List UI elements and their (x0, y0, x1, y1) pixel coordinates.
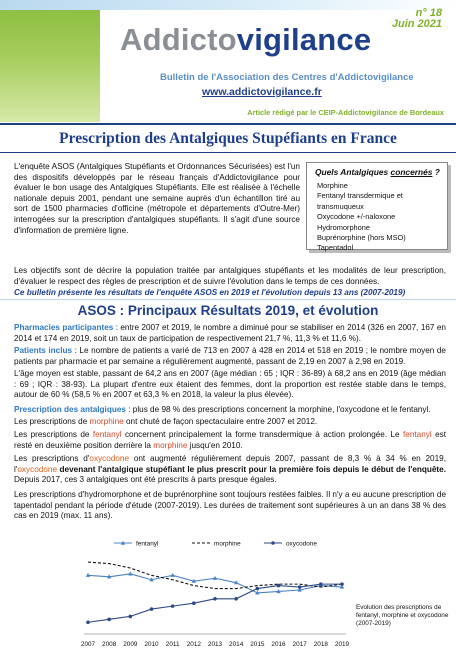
data-point-oxycodone (277, 584, 281, 588)
prescription-paragraph: Prescription des antalgiques : plus de 98 % des prescriptions concernent la morphine, l'oxycodone et le fentanyl. (14, 405, 431, 414)
chart-caption: Evolution des prescriptions de fentanyl, morphine et oxycodone (2007-2019) (356, 604, 449, 628)
x-tick-label: 2012 (186, 641, 201, 648)
legend-label-fentanyl: fentanyl (136, 540, 159, 548)
x-tick-label: 2013 (207, 641, 223, 648)
data-point-oxycodone (298, 585, 302, 589)
prescription-evolution-chart (80, 538, 350, 650)
divider (0, 299, 456, 300)
author-credit: Article rédigé par le CEIP-Addictovigilance de Bordeaux (247, 108, 444, 117)
section-title: ASOS : Principaux Résultats 2019, et évolution (77, 303, 379, 318)
drugs-box-title: Quels Antalgiques concernés ? (315, 167, 440, 177)
issue-number: n° 18 (415, 7, 442, 19)
age-paragraph: L'âge moyen est stable, passant de 64,2 ans en 2007 (âge médian : 65 ; IQR : 36-89) à 68,2 ans en 2019 (âge médian : 69 ; IQR : 38-93). La plupart d'entre eux étaient des femmes, dont la proportion est restée stable dans le temps, autour de 60 % (58,5 % en 2007 et 63,3 % en 2018, la valeur la plus élevée). (14, 369, 446, 400)
x-tick-label: 2017 (292, 641, 307, 648)
issue-info (392, 8, 442, 30)
oxycodone-paragraph: Les prescriptions d'oxycodone ont augmenté régulièrement depuis 2007, passant de 8,3 % à 34 % en 2019, l'oxycodone devenant l'antalgique stupéfiant le plus prescrit pour la première fois depuis le début de l'enquête. Depuis 2017, ces 3 antalgiques ont été prescrits à parts presque égales. (14, 454, 446, 485)
data-point-oxycodone (129, 615, 133, 619)
data-point-fentanyl (213, 576, 217, 580)
header-decoration (0, 10, 100, 122)
data-point-oxycodone (256, 587, 260, 591)
pharmacies-paragraph: Pharmacies participantes : entre 2007 et 2019, le nombre a diminué pour se stabiliser en 2014 (326 en 2007, 167 en 2014 et 174 en 2019, soit un taux de participation de respectivement 21,7 %, 11,3 % et 11,6 %). (14, 323, 446, 343)
list-item: Buprénorphine (hors MSO) (317, 233, 406, 243)
data-point-oxycodone (86, 620, 90, 624)
legend-label-morphine: morphine (214, 540, 241, 548)
hydromorphone-paragraph: Les prescriptions d'hydromorphone et de buprénorphine sont toujours restées faibles. Il n'y a eu aucune prescription de tapentadol pendant la période d'étude (2007-2019). Les durées de traitement sont supérieures à un an dans 38 % des cas en 2019 (max. 11 ans). (14, 490, 446, 521)
x-tick-label: 2015 (250, 641, 265, 648)
list-item: Oxycodone +/-naloxone (317, 212, 396, 222)
logo: Addictovigilance (120, 22, 372, 57)
article-title: Prescription des Antalgiques Stupéfiants en France (59, 130, 397, 147)
patients-paragraph: Patients inclus : Le nombre de patients a varié de 713 en 2007 à 428 en 2014 et 518 en 2019 ; le nombre moyen de patients par pharmacie et par semaine a régulièrement augmenté, passant de 2,19 en 2007 à 2,98 en 2019. (14, 346, 446, 366)
x-tick-label: 2011 (165, 641, 180, 648)
list-item: Fentanyl transdermique et transmuqueux (317, 191, 403, 211)
list-item: Tapentadol (317, 243, 354, 253)
x-tick-label: 2009 (123, 641, 138, 648)
data-point-fentanyl (128, 571, 132, 575)
website-link[interactable]: www.addictovigilance.fr (202, 86, 322, 98)
divider (0, 152, 456, 153)
series-line-morphine (88, 562, 342, 588)
data-point-oxycodone (319, 582, 323, 586)
fentanyl-paragraph: Les prescriptions de fentanyl concernent principalement la forme transdermique à action prolongée. Le fentanyl est resté en deuxième position derrière la morphine jusqu'en 2010. (14, 430, 446, 450)
morphine-paragraph: Les prescriptions de morphine ont chuté de façon spectaculaire entre 2007 et 2012. (14, 417, 318, 426)
objectives-paragraph: Les objectifs sont de décrire la population traitée par antalgiques stupéfiants et les modalités de leur prescription, d'évaluer le respect des règles de prescription et de suivre l'évolution dans le temps de ces données. (14, 266, 446, 286)
x-tick-label: 2008 (102, 641, 117, 648)
x-tick-label: 2014 (229, 641, 244, 648)
data-point-oxycodone (213, 597, 217, 601)
x-tick-label: 2010 (144, 641, 159, 648)
header-band (0, 0, 456, 10)
legend-marker-oxycodone (271, 541, 275, 545)
bulletin-note: Ce bulletin présente les résultats de l'enquête ASOS en 2019 et l'évolution depuis 13 ans (2007-2019) (14, 288, 406, 297)
data-point-oxycodone (192, 601, 196, 605)
data-point-oxycodone (171, 604, 175, 608)
x-tick-label: 2007 (80, 641, 96, 648)
data-point-oxycodone (340, 582, 344, 586)
data-point-oxycodone (150, 607, 154, 611)
divider (0, 123, 456, 125)
data-point-fentanyl (170, 573, 174, 577)
bulletin-subtitle: Bulletin de l'Association des Centres d'Addictovigilance (160, 72, 414, 83)
series-line-oxycodone (88, 584, 342, 622)
issue-date: Juin 2021 (391, 18, 442, 30)
intro-paragraph: L'enquête ASOS (Antalgiques Stupéfiants et Ordonnances Sécurisées) est l'un des dispositifs développés par le réseau français d'Addictovigilance pour évaluer le bon usage des Antalgiques Stupéfiants. Elle est réalisée à l'échelle nationale depuis 2001, pendant une semaine auprès d'un échantillon tiré au sort de 1500 pharmacies d'officine (métropole et départements d'Outre-Mer) interrogées sur la prescription d'antalgiques stupéfiants. Il s'agit d'une source d'information de première ligne. (14, 162, 300, 235)
x-tick-label: 2016 (271, 641, 286, 648)
list-item: Morphine (317, 181, 348, 190)
drugs-box (306, 162, 448, 253)
x-tick-label: 2019 (334, 641, 350, 648)
list-item: Hydromorphone (317, 222, 370, 232)
x-tick-label: 2018 (313, 641, 328, 648)
data-point-oxycodone (107, 618, 111, 622)
legend-label-oxycodone: oxycodone (286, 540, 317, 548)
data-point-oxycodone (234, 597, 238, 601)
